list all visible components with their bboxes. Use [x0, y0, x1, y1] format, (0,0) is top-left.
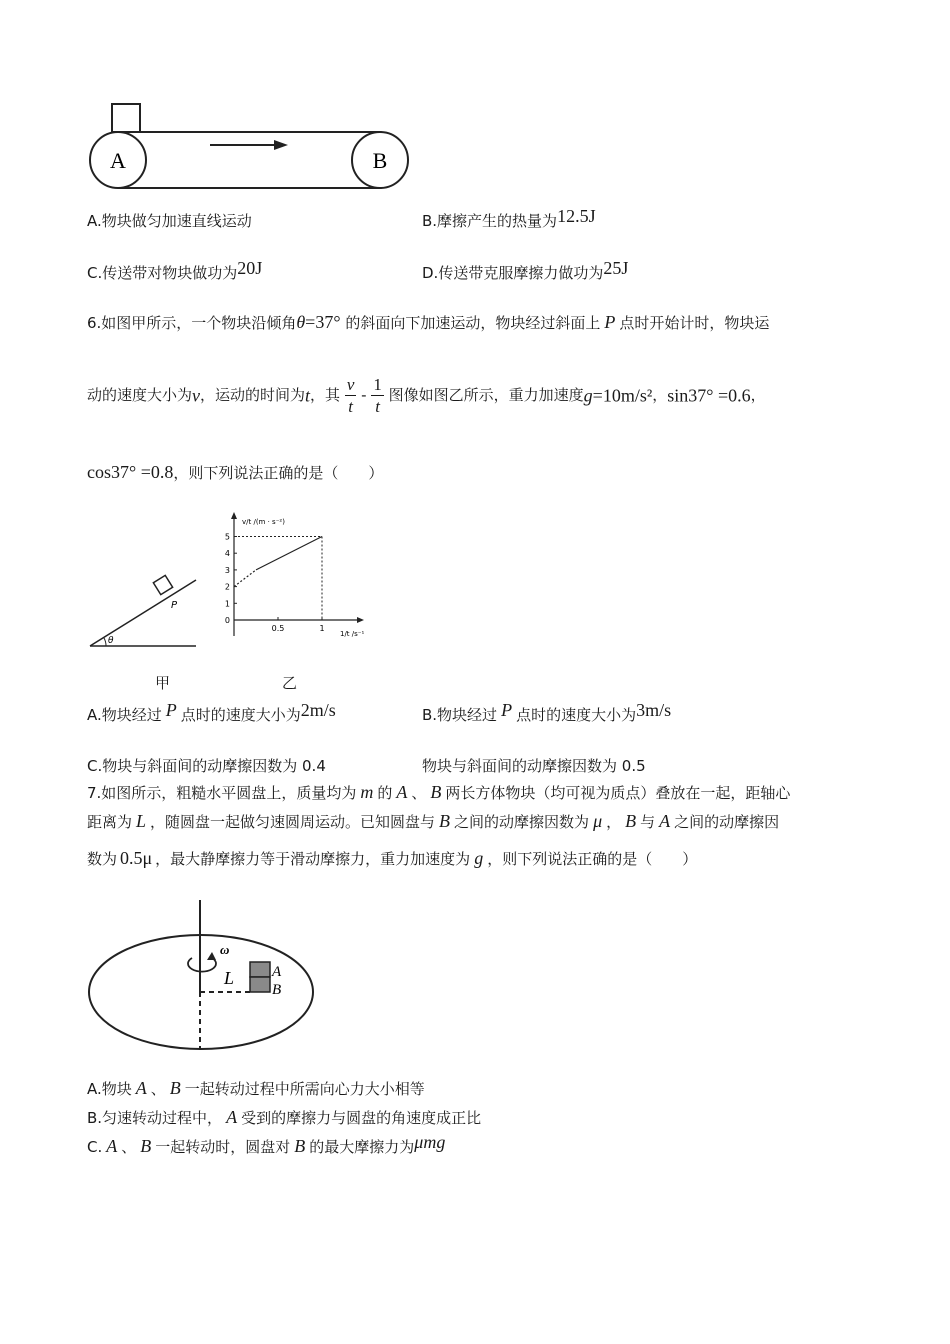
q7-option-a: A.物块 A 、 B 一起转动过程中所需向心力大小相等 [87, 1078, 425, 1098]
y-tick-label: 5 [224, 532, 230, 542]
incline-figure [84, 560, 204, 656]
q7-option-c: C. A 、 B 一起转动时，圆盘对 B 的最大摩擦力为μmg [87, 1132, 446, 1156]
y-tick-label: 2 [224, 582, 230, 592]
q7-line-2: 距离为 L ，随圆盘一起做匀速圆周运动。已知圆盘与 B 之间的动摩擦因数为 μ ， B 与 A 之间的动摩擦因 [87, 811, 780, 831]
q6-line-2: 动的速度大小为v，运动的时间为t，其 $\frac{v}{t}$ - $\frac{1}{t}$ 图像如图乙所示，重力加速度g=10m/s²，sin37° =0.6， [87, 375, 766, 416]
q7-option-b: B.匀速转动过程中， A 受到的摩擦力与圆盘的角速度成正比 [87, 1107, 482, 1127]
fraction-v-over-t: $\frac{v}{t}$ [346, 375, 355, 416]
series-line-solid [256, 537, 322, 570]
rotation-arrow-head [207, 952, 216, 960]
q6-option-c: C.物块与斜面间的动摩擦因数为 0.4 [87, 757, 326, 775]
angle-label: θ [108, 636, 114, 646]
omega-label: ω [220, 942, 230, 957]
x-axis-label: 1/t /s⁻¹ [340, 630, 365, 638]
block [112, 104, 140, 132]
y-tick-label: 3 [224, 565, 230, 575]
label-b: B [372, 148, 388, 173]
q5-option-a: A.物块做匀加速直线运动 [87, 212, 252, 230]
angle-arc [104, 638, 106, 646]
label-b: B [272, 982, 282, 998]
label-a: A [272, 964, 282, 980]
q5-option-d: D.传送带克服摩擦力做功为25J [422, 258, 629, 282]
y-axis-arrow [231, 512, 237, 519]
q6-line-3: cos37° =0.8，则下列说法正确的是（ ） [87, 462, 384, 482]
rotating-disk-figure [86, 896, 321, 1056]
q5-option-c: C.传送带对物块做功为20J [87, 258, 263, 282]
block-b [250, 977, 270, 992]
y-axis-label: v/t /(m · s⁻²) [242, 518, 285, 526]
y-tick-label: 1 [224, 599, 230, 609]
series-line-dashed-extension [234, 570, 256, 587]
x-axis-arrow [357, 617, 364, 623]
q6-option-d: 物块与斜面间的动摩擦因数为 0.5 [422, 757, 646, 775]
q5-option-b: B.摩擦产生的热量为12.5J [422, 206, 596, 230]
L-label: L [224, 968, 235, 988]
x-tick-label: 0.5 [271, 624, 285, 633]
q6-option-b: B.物块经过 P 点时的速度大小为3m/s [422, 700, 672, 724]
fraction-1-over-t: $\frac{1}{t}$ [373, 375, 382, 416]
caption-yi: 乙 [282, 674, 298, 692]
y-tick-label: 0 [224, 616, 230, 625]
incline-line [90, 580, 196, 646]
vt-chart [212, 508, 372, 648]
x-tick-label: 1 [319, 624, 325, 633]
q6-line-1: 6.如图甲所示，一个物块沿倾角θ=37° 的斜面向下加速运动，物块经过斜面上 P 点时开始计时，物块运 [87, 312, 770, 332]
q7-line-1: 7.如图所示，粗糙水平圆盘上，质量均为 m 的 A 、 B 两长方体物块（均可视为质点）叠放在一起，距轴心 [87, 782, 791, 802]
caption-jia: 甲 [155, 674, 171, 692]
arrow-head [274, 140, 288, 150]
block [153, 575, 172, 594]
label-a: A [110, 148, 126, 173]
q6-option-a: A.物块经过 P 点时的速度大小为2m/s [87, 700, 336, 724]
rotation-arrow [188, 958, 216, 972]
q7-line-3: 数为 0.5μ ，最大静摩擦力等于滑动摩擦力，重力加速度为 g ，则下列说法正确的是（ ） [87, 848, 698, 868]
y-tick-label: 4 [224, 549, 230, 559]
point-p-label: P [171, 600, 178, 611]
block-a [250, 962, 270, 977]
conveyor-belt-figure [88, 100, 413, 192]
